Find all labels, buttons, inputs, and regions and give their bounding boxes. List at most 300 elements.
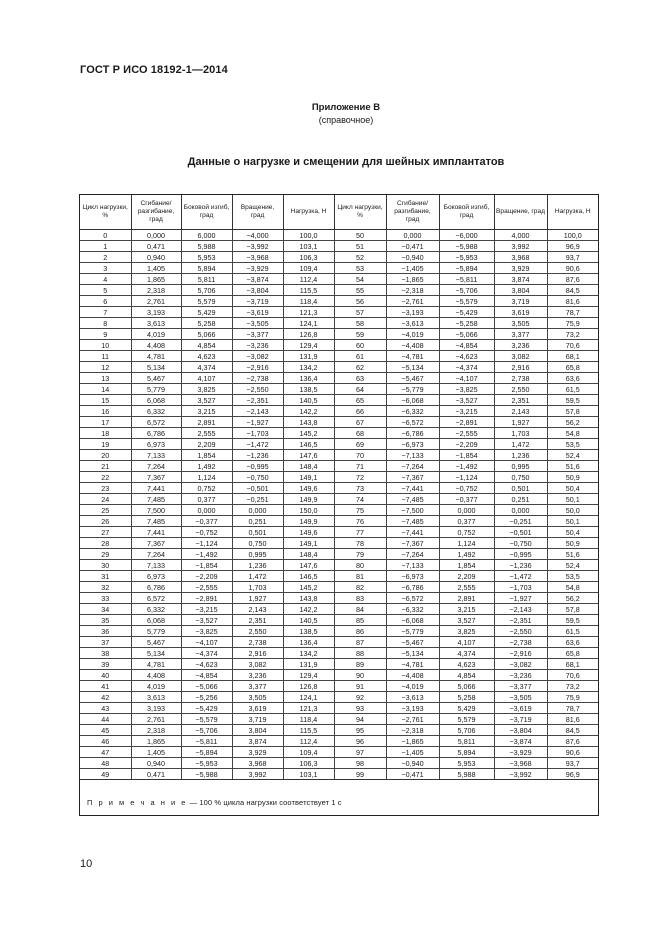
table-cell: −0,995 xyxy=(494,549,547,560)
table-cell: 5,134 xyxy=(131,648,181,659)
table-row xyxy=(80,340,598,351)
column-header: Боковой изгиб, град xyxy=(181,195,232,230)
table-cell: 145,2 xyxy=(283,428,334,439)
table-cell: −3,236 xyxy=(494,670,547,681)
table-cell: 0,000 xyxy=(494,505,547,516)
table-cell: 1,472 xyxy=(494,439,547,450)
table-cell: 0,995 xyxy=(494,461,547,472)
table-cell: −2,351 xyxy=(232,395,283,406)
table-cell: 1,492 xyxy=(181,461,232,472)
table-cell: 81 xyxy=(334,571,386,582)
table-cell: −5,256 xyxy=(181,692,232,703)
table-cell: −0,251 xyxy=(232,494,283,505)
table-cell: 2,916 xyxy=(232,648,283,659)
table-cell: −7,485 xyxy=(386,494,439,505)
table-cell: 142,2 xyxy=(283,406,334,417)
table-cell: 2,891 xyxy=(439,593,494,604)
table-cell: 57,8 xyxy=(547,406,598,417)
table-cell: 100,0 xyxy=(547,230,598,241)
table-cell: 50,1 xyxy=(547,516,598,527)
table-cell: 0,501 xyxy=(494,483,547,494)
table-cell: 8 xyxy=(80,318,131,329)
table-cell: 146,5 xyxy=(283,571,334,582)
table-cell: 68,1 xyxy=(547,351,598,362)
table-cell: 131,9 xyxy=(283,659,334,670)
table-cell: −6,332 xyxy=(386,406,439,417)
table-row xyxy=(80,571,598,582)
table-cell: −5,894 xyxy=(181,747,232,758)
table-cell: 5,953 xyxy=(439,758,494,769)
table-cell: −1,236 xyxy=(494,560,547,571)
table-cell: 63 xyxy=(334,373,386,384)
table-cell: 6,973 xyxy=(131,439,181,450)
table-cell: 3,377 xyxy=(494,329,547,340)
table-cell: 91 xyxy=(334,681,386,692)
table-cell: 11 xyxy=(80,351,131,362)
table-row xyxy=(80,637,598,648)
table-cell: 140,5 xyxy=(283,395,334,406)
table-cell: 22 xyxy=(80,472,131,483)
table-cell: 4,374 xyxy=(439,648,494,659)
table-cell: 50,4 xyxy=(547,483,598,494)
table-cell: 51 xyxy=(334,241,386,252)
table-row xyxy=(80,428,598,439)
table-cell: 112,4 xyxy=(283,274,334,285)
table-cell: 100,0 xyxy=(283,230,334,241)
table-cell: −3,215 xyxy=(181,604,232,615)
page-number: 10 xyxy=(80,858,93,870)
table-cell: −6,572 xyxy=(386,417,439,428)
table-cell: −1,236 xyxy=(232,450,283,461)
table-cell: 84,5 xyxy=(547,285,598,296)
table-row xyxy=(80,351,598,362)
table-row xyxy=(80,648,598,659)
table-cell: 75,9 xyxy=(547,318,598,329)
table-cell: −7,133 xyxy=(386,450,439,461)
table-cell: 5,953 xyxy=(181,252,232,263)
note-label: П р и м е ч а н и е xyxy=(87,798,188,807)
table-cell: 36 xyxy=(80,626,131,637)
table-cell: 39 xyxy=(80,659,131,670)
table-cell: 67 xyxy=(334,417,386,428)
table-cell: 1,236 xyxy=(232,560,283,571)
table-cell: 50,0 xyxy=(547,505,598,516)
table-cell: 3,804 xyxy=(494,285,547,296)
table-cell: 87 xyxy=(334,637,386,648)
document-header: ГОСТ Р ИСО 18192-1—2014 xyxy=(80,64,228,76)
table-cell: 54 xyxy=(334,274,386,285)
table-cell: −3,874 xyxy=(232,274,283,285)
table-cell: −2,738 xyxy=(494,637,547,648)
table-cell: 4,781 xyxy=(131,659,181,670)
table-row xyxy=(80,758,598,769)
table-cell: 0,501 xyxy=(232,527,283,538)
table-cell: −6,786 xyxy=(386,428,439,439)
table-cell: 1,405 xyxy=(131,747,181,758)
table-cell: −3,719 xyxy=(494,714,547,725)
table-cell: 1,865 xyxy=(131,274,181,285)
table-cell: 0,000 xyxy=(232,505,283,516)
table-row xyxy=(80,626,598,637)
table-cell: 136,4 xyxy=(283,637,334,648)
table-cell: 81,6 xyxy=(547,296,598,307)
table-cell: −3,825 xyxy=(439,384,494,395)
table-cell: 69 xyxy=(334,439,386,450)
table-cell: 0,251 xyxy=(232,516,283,527)
table-cell: 7,133 xyxy=(131,560,181,571)
table-cell: −3,613 xyxy=(386,318,439,329)
table-cell: 3,236 xyxy=(232,670,283,681)
table-cell: −4,623 xyxy=(181,659,232,670)
table-cell: 35 xyxy=(80,615,131,626)
table-cell: −7,367 xyxy=(386,472,439,483)
table-cell: 86 xyxy=(334,626,386,637)
table-cell: −3,527 xyxy=(181,615,232,626)
table-cell: 50,9 xyxy=(547,472,598,483)
table-cell: 138,5 xyxy=(283,626,334,637)
table-cell: 60 xyxy=(334,340,386,351)
table-cell: −6,068 xyxy=(386,615,439,626)
table-cell: 7,133 xyxy=(131,450,181,461)
table-cell: 1,124 xyxy=(439,538,494,549)
table-cell: 1,124 xyxy=(181,472,232,483)
table-cell: 96 xyxy=(334,736,386,747)
table-cell: −1,405 xyxy=(386,747,439,758)
table-cell: −0,752 xyxy=(181,527,232,538)
table-row xyxy=(80,725,598,736)
table-cell: −1,865 xyxy=(386,736,439,747)
table-cell: 24 xyxy=(80,494,131,505)
table-cell: 58 xyxy=(334,318,386,329)
table-row xyxy=(80,604,598,615)
table-cell: 3,825 xyxy=(439,626,494,637)
table-cell: 78,7 xyxy=(547,703,598,714)
table-cell: −5,066 xyxy=(181,681,232,692)
table-cell: 54,8 xyxy=(547,582,598,593)
table-cell: −3,874 xyxy=(494,736,547,747)
table-cell: −0,995 xyxy=(232,461,283,472)
table-cell: 79 xyxy=(334,549,386,560)
table-cell: 143,8 xyxy=(283,593,334,604)
table-cell: 59,5 xyxy=(547,395,598,406)
table-cell: 52,4 xyxy=(547,450,598,461)
table-cell: 3,719 xyxy=(494,296,547,307)
table-cell: 5 xyxy=(80,285,131,296)
table-cell: 0,000 xyxy=(439,505,494,516)
table-cell: 2,761 xyxy=(131,714,181,725)
column-header: Вращение, град xyxy=(494,195,547,230)
table-cell: −5,258 xyxy=(439,318,494,329)
table-cell: 73 xyxy=(334,483,386,494)
table-cell: −3,377 xyxy=(494,681,547,692)
table-cell: 5,579 xyxy=(181,296,232,307)
table-cell: 5,706 xyxy=(181,285,232,296)
table-cell: 47 xyxy=(80,747,131,758)
table-cell: 149,9 xyxy=(283,516,334,527)
table-cell: −4,854 xyxy=(181,670,232,681)
table-cell: 103,1 xyxy=(283,241,334,252)
table-cell: 1,854 xyxy=(181,450,232,461)
table-cell: −2,555 xyxy=(439,428,494,439)
table-cell: −2,550 xyxy=(494,626,547,637)
table-cell: 1,236 xyxy=(494,450,547,461)
table-row xyxy=(80,516,598,527)
table-cell: 4,854 xyxy=(181,340,232,351)
table-row xyxy=(80,241,598,252)
table-cell: −1,124 xyxy=(439,472,494,483)
table-cell: 0,377 xyxy=(181,494,232,505)
table-cell: 147,6 xyxy=(283,450,334,461)
table-cell: 70 xyxy=(334,450,386,461)
table-cell: −6,572 xyxy=(386,593,439,604)
table-cell: 0,471 xyxy=(131,769,181,780)
table-cell: −3,968 xyxy=(494,758,547,769)
table-cell: −1,927 xyxy=(494,593,547,604)
table-cell: −1,854 xyxy=(439,450,494,461)
table-cell: −4,374 xyxy=(439,362,494,373)
column-header: Нагрузка, Н xyxy=(283,195,334,230)
table-cell: 149,9 xyxy=(283,494,334,505)
table-cell: −6,973 xyxy=(386,571,439,582)
table-cell: 2,209 xyxy=(439,571,494,582)
table-cell: 64 xyxy=(334,384,386,395)
table-cell: 7,264 xyxy=(131,461,181,472)
table-cell: −5,467 xyxy=(386,637,439,648)
annex-subtitle: (справочное) xyxy=(318,115,374,125)
table-cell: −6,786 xyxy=(386,582,439,593)
table-cell: 2,738 xyxy=(494,373,547,384)
table-cell: 3,215 xyxy=(439,604,494,615)
table-cell: 2,550 xyxy=(494,384,547,395)
table-cell: 1,703 xyxy=(232,582,283,593)
table-cell: 97 xyxy=(334,747,386,758)
table-cell: 81,6 xyxy=(547,714,598,725)
table-row xyxy=(80,373,598,384)
table-cell: 31 xyxy=(80,571,131,582)
table-cell: 1 xyxy=(80,241,131,252)
table-cell: −0,750 xyxy=(232,472,283,483)
column-header: Вращение, град xyxy=(232,195,283,230)
table-cell: −4,000 xyxy=(232,230,283,241)
table-cell: 56,2 xyxy=(547,593,598,604)
table-cell: 71 xyxy=(334,461,386,472)
table-cell: −7,485 xyxy=(386,516,439,527)
table-cell: 3,804 xyxy=(232,725,283,736)
table-cell: 118,4 xyxy=(283,714,334,725)
table-cell: 5,429 xyxy=(439,703,494,714)
table-cell: −7,441 xyxy=(386,527,439,538)
table-cell: 0,000 xyxy=(131,230,181,241)
table-cell: −3,505 xyxy=(232,318,283,329)
table-cell: −5,953 xyxy=(439,252,494,263)
table-cell: 7,367 xyxy=(131,538,181,549)
table-cell: 3,874 xyxy=(232,736,283,747)
table-cell: 57,8 xyxy=(547,604,598,615)
table-cell: 92 xyxy=(334,692,386,703)
table-cell: 5,706 xyxy=(439,725,494,736)
table-cell: −4,408 xyxy=(386,670,439,681)
table-cell: 1,703 xyxy=(494,428,547,439)
table-cell: 77 xyxy=(334,527,386,538)
table-cell: 1,927 xyxy=(494,417,547,428)
table-cell: 41 xyxy=(80,681,131,692)
column-header: Цикл нагрузки, % xyxy=(334,195,386,230)
table-cell: −2,761 xyxy=(386,714,439,725)
table-cell: 3,719 xyxy=(232,714,283,725)
table-cell: −5,953 xyxy=(181,758,232,769)
table-cell: 7,367 xyxy=(131,472,181,483)
table-cell: −2,916 xyxy=(232,362,283,373)
table-cell: 2,891 xyxy=(181,417,232,428)
table-cell: 16 xyxy=(80,406,131,417)
table-cell: 5,429 xyxy=(181,307,232,318)
table-cell: 2,318 xyxy=(131,725,181,736)
table-cell: −7,264 xyxy=(386,461,439,472)
table-cell: 18 xyxy=(80,428,131,439)
table-cell: 29 xyxy=(80,549,131,560)
table-cell: 3,505 xyxy=(494,318,547,329)
table-row xyxy=(80,285,598,296)
table-cell: 129,4 xyxy=(283,340,334,351)
table-cell: 4,107 xyxy=(181,373,232,384)
table-cell: −7,133 xyxy=(386,560,439,571)
table-cell: 4,623 xyxy=(181,351,232,362)
table-cell: 4,019 xyxy=(131,329,181,340)
table-cell: 73,2 xyxy=(547,681,598,692)
table-cell: 65,8 xyxy=(547,648,598,659)
table-row xyxy=(80,505,598,516)
table-cell: 3,825 xyxy=(181,384,232,395)
table-cell: 142,2 xyxy=(283,604,334,615)
table-cell: 84,5 xyxy=(547,725,598,736)
table-cell: 5,811 xyxy=(181,274,232,285)
table-cell: −6,332 xyxy=(386,604,439,615)
table-cell: 25 xyxy=(80,505,131,516)
table-cell: 53,5 xyxy=(547,571,598,582)
table-cell: −5,706 xyxy=(181,725,232,736)
table-cell: −3,992 xyxy=(232,241,283,252)
table-cell: −1,492 xyxy=(181,549,232,560)
table-cell: 0,750 xyxy=(494,472,547,483)
table-cell: 106,3 xyxy=(283,252,334,263)
table-cell: 3,992 xyxy=(232,769,283,780)
table-cell: 84 xyxy=(334,604,386,615)
table-row xyxy=(80,472,598,483)
table-cell: 4,781 xyxy=(131,351,181,362)
table-cell: −0,471 xyxy=(386,769,439,780)
table-cell: 7,441 xyxy=(131,527,181,538)
table-row xyxy=(80,659,598,670)
table-cell: 126,8 xyxy=(283,329,334,340)
table-cell: 42 xyxy=(80,692,131,703)
table-cell: −2,318 xyxy=(386,285,439,296)
table-cell: 5,066 xyxy=(181,329,232,340)
table-cell: 10 xyxy=(80,340,131,351)
table-cell: 2,143 xyxy=(494,406,547,417)
table-cell: 124,1 xyxy=(283,318,334,329)
table-cell: 95 xyxy=(334,725,386,736)
table-cell: 27 xyxy=(80,527,131,538)
table-row xyxy=(80,747,598,758)
table-cell: 0,377 xyxy=(439,516,494,527)
column-header: Сгибание/ разгибание, град xyxy=(131,195,181,230)
table-cell: 3,992 xyxy=(494,241,547,252)
table-cell: −5,429 xyxy=(181,703,232,714)
table-row xyxy=(80,318,598,329)
table-cell: 129,4 xyxy=(283,670,334,681)
table-cell: 45 xyxy=(80,725,131,736)
table-cell: 61,5 xyxy=(547,384,598,395)
table-cell: −7,441 xyxy=(386,483,439,494)
table-cell: 66 xyxy=(334,406,386,417)
table-cell: 3,619 xyxy=(232,703,283,714)
table-cell: 4,408 xyxy=(131,670,181,681)
table-cell: −6,000 xyxy=(439,230,494,241)
table-cell: −3,613 xyxy=(386,692,439,703)
table-row xyxy=(80,769,598,780)
table-cell: 21 xyxy=(80,461,131,472)
table-cell: −3,193 xyxy=(386,307,439,318)
table-cell: 7,485 xyxy=(131,516,181,527)
table-cell: −0,940 xyxy=(386,758,439,769)
table-cell: 26 xyxy=(80,516,131,527)
table-cell: 1,865 xyxy=(131,736,181,747)
table-cell: 3,193 xyxy=(131,307,181,318)
table-cell: 4,374 xyxy=(181,362,232,373)
table-cell: 3,613 xyxy=(131,318,181,329)
table-cell: 70,6 xyxy=(547,340,598,351)
table-cell: −1,703 xyxy=(232,428,283,439)
table-cell: 2 xyxy=(80,252,131,263)
table-cell: 118,4 xyxy=(283,296,334,307)
table-cell: −5,134 xyxy=(386,362,439,373)
table-cell: −0,377 xyxy=(439,494,494,505)
table-cell: −2,143 xyxy=(232,406,283,417)
table-cell: 1,472 xyxy=(232,571,283,582)
table-cell: −1,927 xyxy=(232,417,283,428)
table-cell: 3,082 xyxy=(232,659,283,670)
table-cell: 5,779 xyxy=(131,626,181,637)
table-cell: −2,891 xyxy=(439,417,494,428)
table-cell: 40 xyxy=(80,670,131,681)
table-cell: 126,8 xyxy=(283,681,334,692)
table-cell: 61,5 xyxy=(547,626,598,637)
table-row xyxy=(80,593,598,604)
table-cell: 115,5 xyxy=(283,285,334,296)
table-cell: 53,5 xyxy=(547,439,598,450)
table-cell: −5,894 xyxy=(439,263,494,274)
table-cell: 5,894 xyxy=(181,263,232,274)
table-cell: 145,2 xyxy=(283,582,334,593)
table-cell: 0 xyxy=(80,230,131,241)
table-cell: 1,405 xyxy=(131,263,181,274)
table-cell: 44 xyxy=(80,714,131,725)
table-cell: 3,527 xyxy=(439,615,494,626)
table-cell: 134,2 xyxy=(283,648,334,659)
table-cell: 1,927 xyxy=(232,593,283,604)
table-cell: 94 xyxy=(334,714,386,725)
table-cell: −5,467 xyxy=(386,373,439,384)
table-row xyxy=(80,736,598,747)
table-cell: 6,068 xyxy=(131,395,181,406)
table-cell: 0,995 xyxy=(232,549,283,560)
table-cell: 3,929 xyxy=(494,263,547,274)
table-cell: 5,894 xyxy=(439,747,494,758)
table-cell: 6,572 xyxy=(131,593,181,604)
table-cell: 3,874 xyxy=(494,274,547,285)
table-cell: 30 xyxy=(80,560,131,571)
table-cell: −3,215 xyxy=(439,406,494,417)
